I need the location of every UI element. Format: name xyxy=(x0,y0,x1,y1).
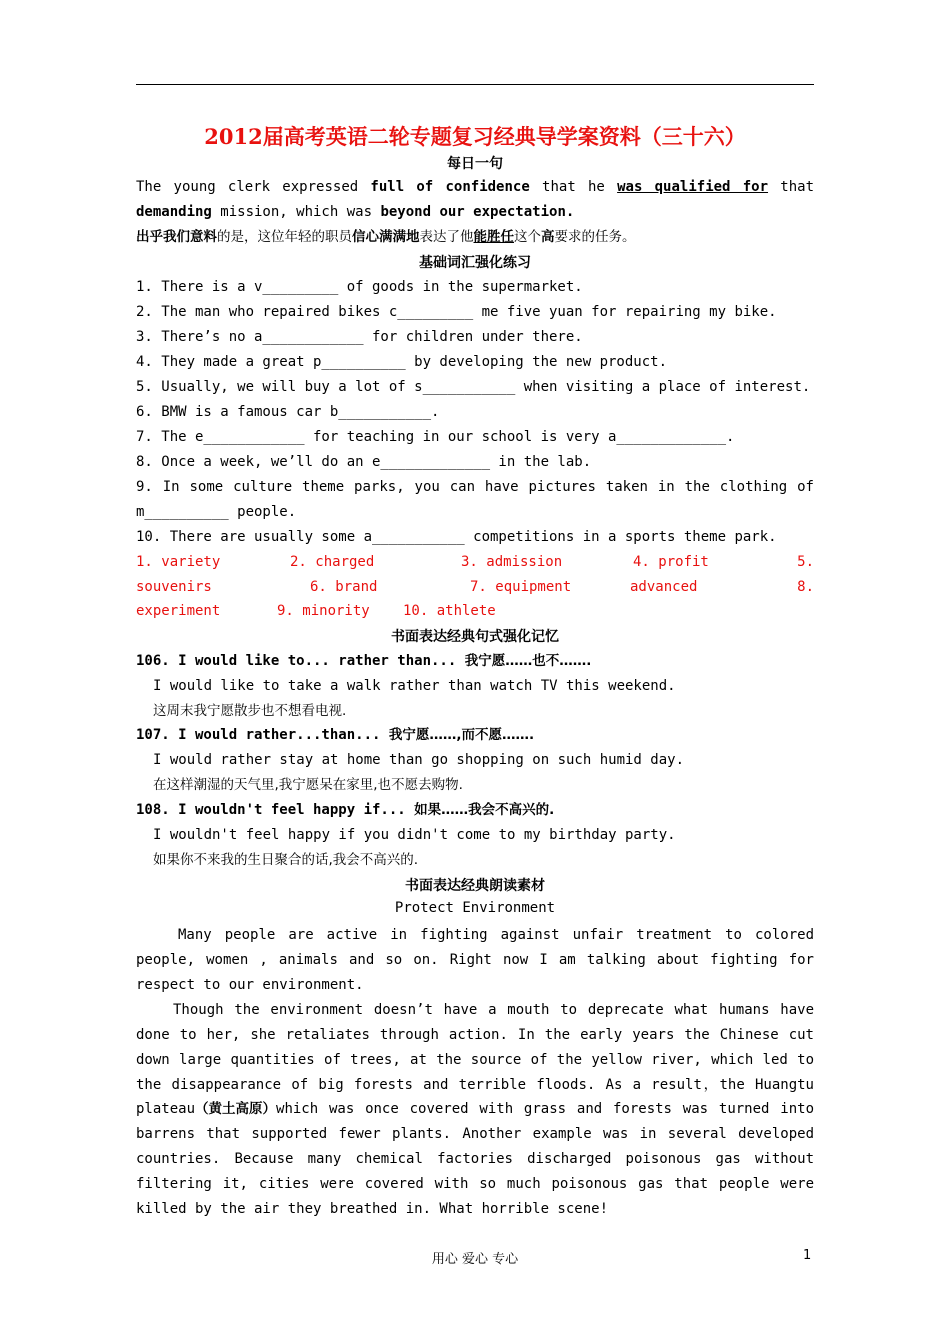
vocab-heading: 基础词汇强化练习 xyxy=(419,255,531,271)
pattern-example-cn: 如果你不来我的生日聚合的话,我会不高兴的. xyxy=(153,852,419,868)
answer: souvenirs xyxy=(136,579,212,595)
paragraph-line: filtering it, cities were covered with so much poisonous gas that people were xyxy=(136,1176,814,1192)
vocab-item: m__________ people. xyxy=(136,504,297,520)
pattern-example-en: I would like to take a walk rather than watch TV this weekend. xyxy=(153,678,676,694)
answer: 1. variety xyxy=(136,554,221,570)
paragraph-line: Many people are active in fighting against unfair treatment to colored xyxy=(178,927,814,943)
paragraph-line: plateau（黄土高原） which was once covered with grass and forests was turned into xyxy=(136,1101,814,1117)
answer: 2. charged xyxy=(290,554,375,570)
answer: 10. athlete xyxy=(403,603,496,619)
pattern-head: 107. I would rather...than... 我宁愿……,而不愿……. xyxy=(136,727,535,743)
answer: 6. brand xyxy=(310,579,378,595)
paragraph-line: respect to our environment. xyxy=(136,977,364,993)
daily-heading: 每日一句 xyxy=(447,156,503,172)
paragraph-line: barrens that supported fewer plants. Another example was in several developed xyxy=(136,1126,814,1142)
vocab-item: 9. In some culture theme parks, you can have pictures taken in the clothing of xyxy=(136,479,814,495)
page-number: 1 xyxy=(803,1248,812,1263)
reading-subtitle: Protect Environment xyxy=(394,900,556,916)
paragraph-line: Though the environment doesn’t have a mouth to deprecate what humans have xyxy=(173,1002,814,1018)
answer: 7. equipment xyxy=(470,579,572,595)
answer: 3. admission xyxy=(461,554,563,570)
paragraph-line: down large quantities of trees, at the source of the yellow river, which led to xyxy=(136,1052,814,1068)
daily-en-line-1: The young clerk expressed full of confidence that he was qualified for that xyxy=(136,179,814,195)
page-footer: 用心 爱心 专心 xyxy=(431,1252,519,1267)
answer: 4. profit xyxy=(633,554,709,570)
pattern-example-en: I wouldn't feel happy if you didn't come to my birthday party. xyxy=(153,827,676,843)
paragraph-line: killed by the air they breathed in. What horrible scene! xyxy=(136,1201,609,1217)
paragraph-line: the disappearance of big forests and terrible floods. As a result，the Huangtu xyxy=(136,1077,814,1093)
paragraph-line: done to her, she retaliates through action. In the early years the Chinese cut xyxy=(136,1027,814,1043)
vocab-item: 3. There’s no a____________ for children under there. xyxy=(136,329,583,345)
answer: 9. minority xyxy=(277,603,370,619)
vocab-item: 7. The e____________ for teaching in our school is very a_____________. xyxy=(136,429,735,445)
vocab-item: 1. There is a v_________ of goods in the supermarket. xyxy=(136,279,583,295)
pattern-head: 106. I would like to... rather than... 我宁愿……也不……. xyxy=(136,653,592,669)
page-title: 2012届高考英语二轮专题复习经典导学案资料（三十六） xyxy=(204,124,746,149)
patterns-heading: 书面表达经典句式强化记忆 xyxy=(391,629,559,645)
header-rule xyxy=(136,84,814,85)
vocab-item: 5. Usually, we will buy a lot of s___________ when visiting a place of interest. xyxy=(136,379,811,395)
vocab-item: 2. The man who repaired bikes c_________ me five yuan for repairing my bike. xyxy=(136,304,777,320)
answer: 8. xyxy=(797,579,814,595)
vocab-item: 8. Once a week, we’ll do an e_____________ in the lab. xyxy=(136,454,592,470)
daily-cn-line: 出乎我们意料的是，这位年轻的职员信心满满地表达了他能胜任这个高要求的任务。 xyxy=(136,229,636,245)
daily-en-line-2: demanding mission, which was beyond our expectation. xyxy=(136,204,575,220)
paragraph-line: people, women , animals and so on. Right now I am talking about fighting for xyxy=(136,952,814,968)
pattern-example-cn: 在这样潮湿的天气里,我宁愿呆在家里,也不愿去购物. xyxy=(153,777,463,793)
pattern-head: 108. I wouldn't feel happy if... 如果……我会不高兴的. xyxy=(136,802,555,818)
pattern-example-en: I would rather stay at home than go shopping on such humid day. xyxy=(153,752,685,768)
paragraph-line: countries. Because many chemical factories discharged poisonous gas without xyxy=(136,1151,814,1167)
vocab-item: 4. They made a great p__________ by developing the new product. xyxy=(136,354,668,370)
vocab-item: 10. There are usually some a___________ competitions in a sports theme park. xyxy=(136,529,777,545)
vocab-item: 6. BMW is a famous car b___________. xyxy=(136,404,440,420)
answer: 5. xyxy=(797,554,814,570)
answer: experiment xyxy=(136,603,221,619)
answer: advanced xyxy=(630,579,698,595)
reading-heading: 书面表达经典朗读素材 xyxy=(405,878,545,894)
pattern-example-cn: 这周末我宁愿散步也不想看电视. xyxy=(153,703,347,719)
